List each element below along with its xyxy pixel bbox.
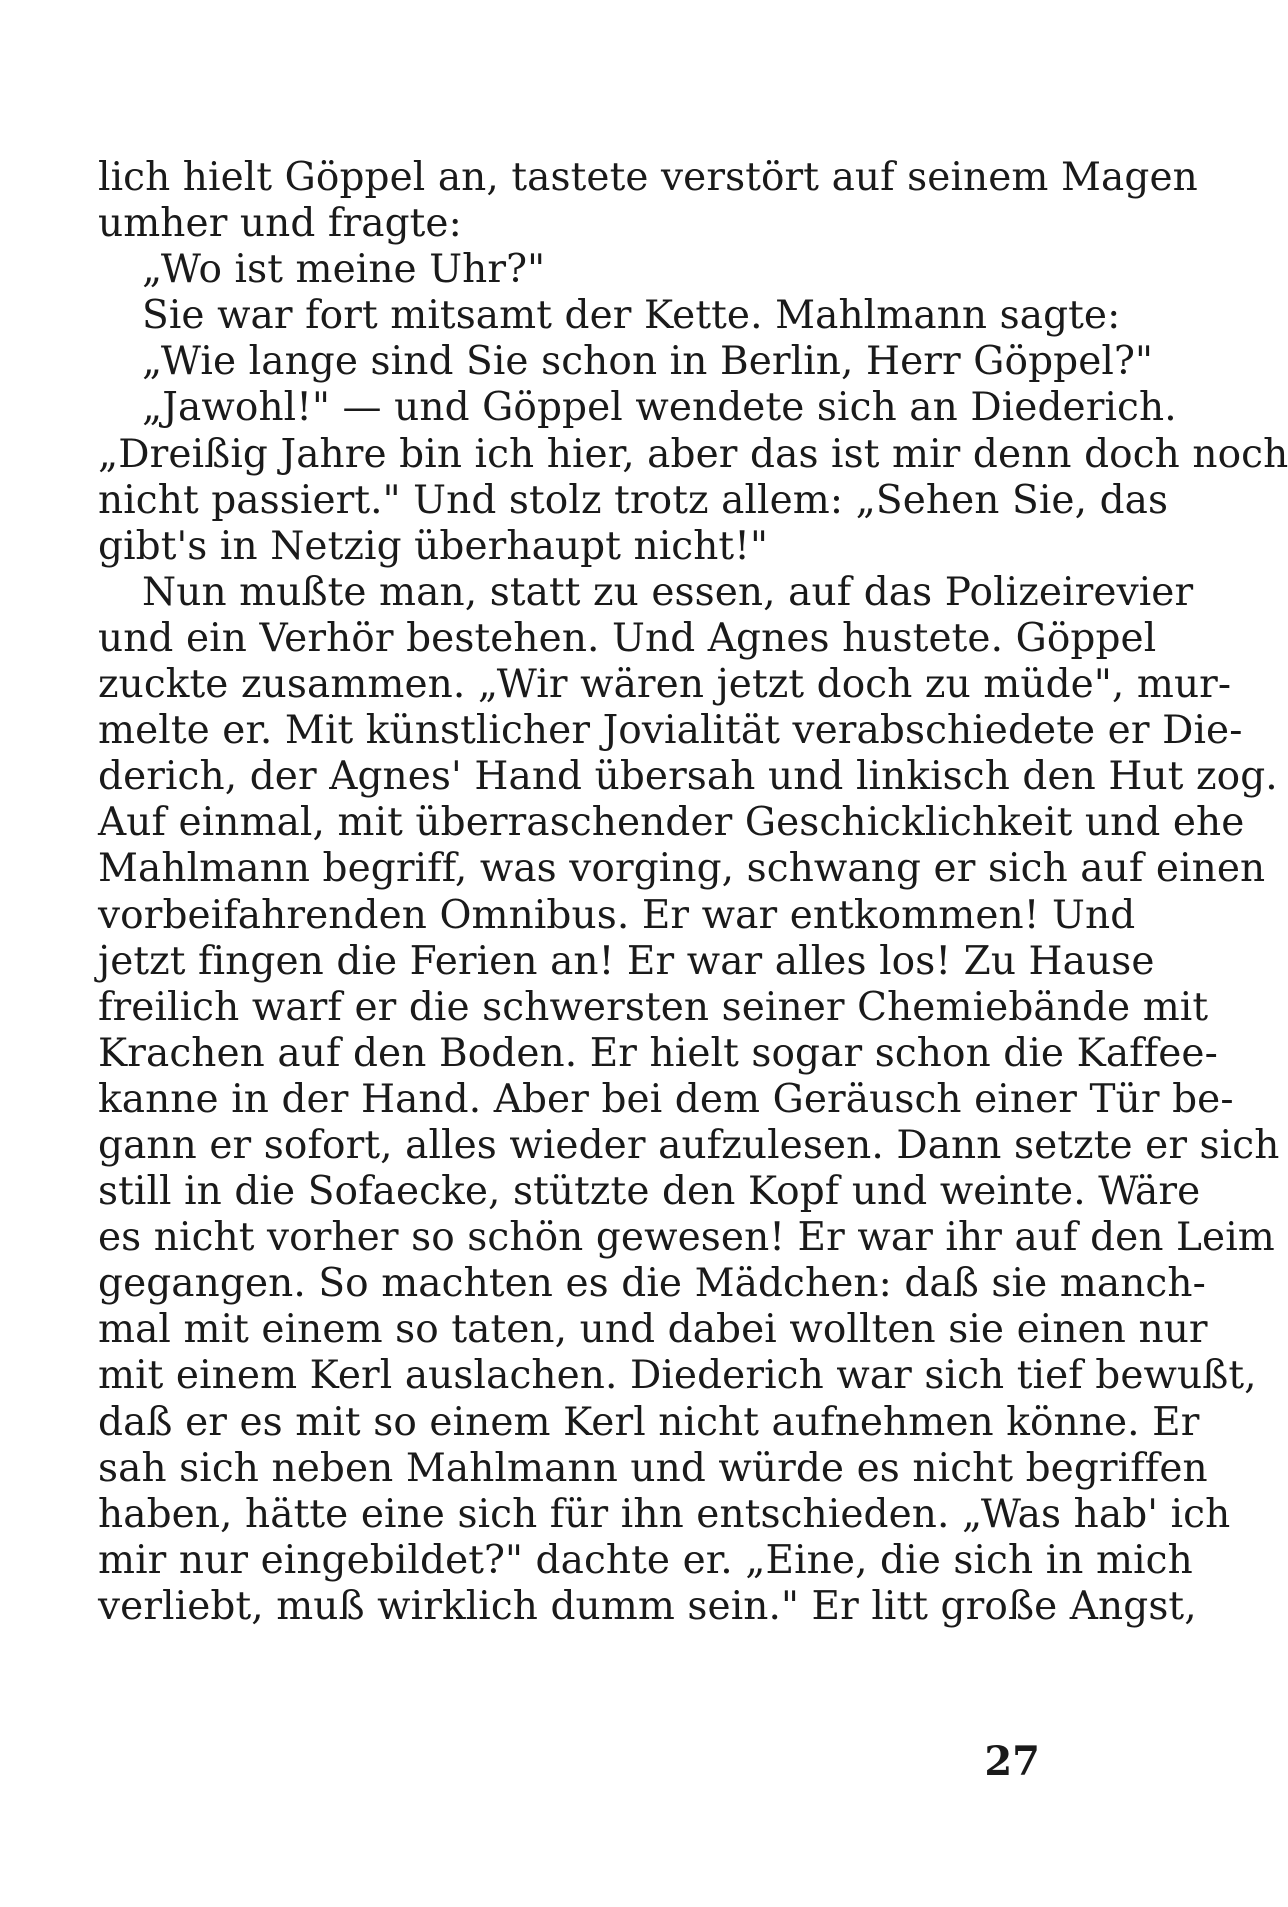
- text-line: „Jawohl!" — und Göppel wendete sich an Diederich.: [142, 385, 1177, 431]
- page-number: 27: [984, 1738, 1040, 1785]
- page-body: [98, 155, 1288, 1630]
- text-line: freilich warf er die schwersten seiner Chemiebände mit: [98, 984, 1209, 1030]
- text-line: Nun mußte man, statt zu essen, auf das Polizeirevier: [142, 569, 1194, 615]
- text-line: „Wie lange sind Sie schon in Berlin, Herr Göppel?": [142, 339, 1154, 385]
- text-line: sah sich neben Mahlmann und würde es nicht begriffen: [98, 1445, 1208, 1491]
- text-line: zuckte zusammen. „Wir wären jetzt doch zu müde", mur-: [98, 662, 1232, 708]
- text-line: mal mit einem so taten, und dabei wollten sie einen nur: [98, 1307, 1208, 1353]
- text-line: derich, der Agnes' Hand übersah und linkisch den Hut zog.: [98, 754, 1278, 800]
- text-line: „Dreißig Jahre bin ich hier, aber das ist mir denn doch noch: [98, 431, 1288, 477]
- text-line: jetzt fingen die Ferien an! Er war alles los! Zu Hause: [98, 938, 1155, 984]
- text-line: kanne in der Hand. Aber bei dem Geräusch einer Tür be-: [98, 1076, 1234, 1122]
- text-line: gibt's in Netzig überhaupt nicht!": [98, 523, 769, 569]
- text-line: gann er sofort, alles wieder aufzulesen. Dann setzte er sich: [98, 1122, 1280, 1168]
- text-line: Krachen auf den Boden. Er hielt sogar schon die Kaffee-: [98, 1030, 1218, 1076]
- text-line: umher und fragte:: [98, 201, 462, 247]
- text-line: und ein Verhör bestehen. Und Agnes hustete. Göppel: [98, 615, 1157, 661]
- text-line: mir nur eingebildet?" dachte er. „Eine, die sich in mich: [98, 1537, 1193, 1583]
- text-line: still in die Sofaecke, stützte den Kopf und weinte. Wäre: [98, 1169, 1201, 1215]
- text-line: nicht passiert." Und stolz trotz allem: „Sehen Sie, das: [98, 477, 1169, 523]
- text-line: Sie war fort mitsamt der Kette. Mahlmann sagte:: [142, 293, 1121, 339]
- text-line: es nicht vorher so schön gewesen! Er war ihr auf den Leim: [98, 1215, 1275, 1261]
- text-line: Auf einmal, mit überraschender Geschicklichkeit und ehe: [98, 800, 1245, 846]
- text-line: lich hielt Göppel an, tastete verstört auf seinem Magen: [98, 155, 1198, 200]
- text-line: daß er es mit so einem Kerl nicht aufnehmen könne. Er: [98, 1399, 1200, 1445]
- text-line: verliebt, muß wirklich dumm sein." Er litt große Angst,: [98, 1583, 1197, 1629]
- text-line: gegangen. So machten es die Mädchen: daß sie manch-: [98, 1261, 1206, 1307]
- text-line: Mahlmann begriff, was vorging, schwang er sich auf einen: [98, 846, 1266, 892]
- text-line: mit einem Kerl auslachen. Diederich war sich tief bewußt,: [98, 1353, 1257, 1399]
- text-line: haben, hätte eine sich für ihn entschieden. „Was hab' ich: [98, 1491, 1231, 1537]
- text-line: vorbeifahrenden Omnibus. Er war entkommen! Und: [98, 892, 1136, 938]
- text-line: „Wo ist meine Uhr?": [142, 247, 546, 293]
- text-line: melte er. Mit künstlicher Jovialität verabschiedete er Die-: [98, 708, 1243, 754]
